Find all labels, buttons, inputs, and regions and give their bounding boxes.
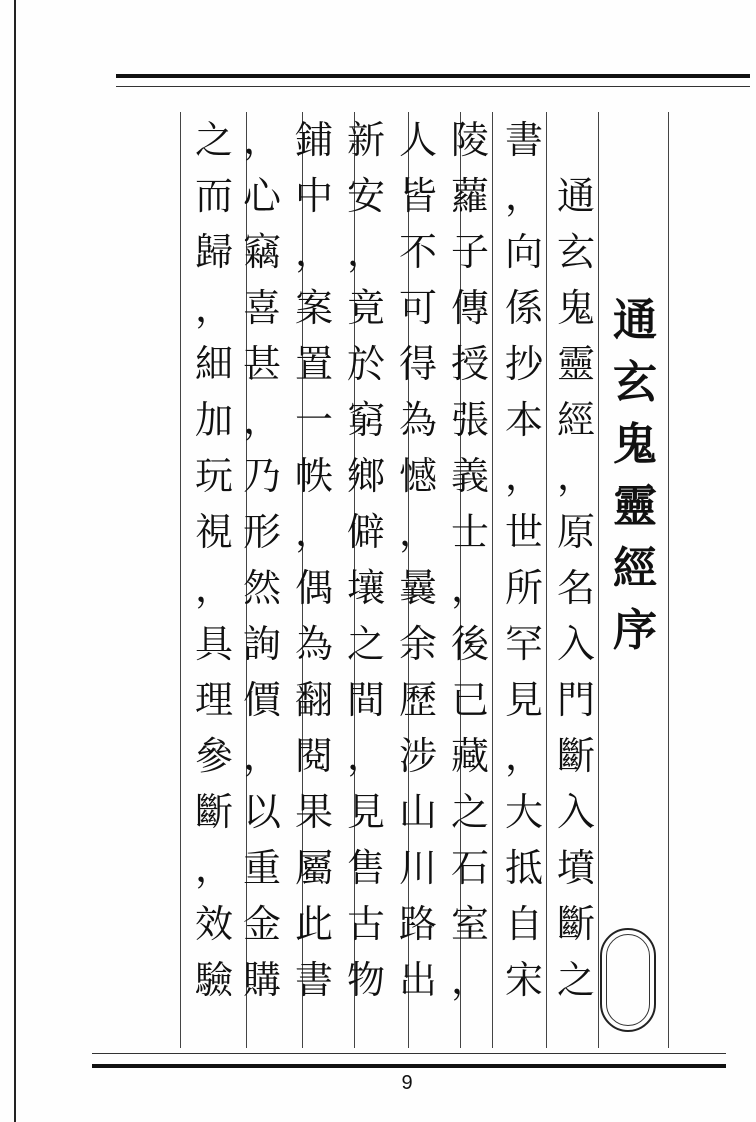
text-character: 翻 (294, 678, 333, 722)
text-character: 一 (294, 398, 333, 442)
text-character: 經 (556, 398, 595, 442)
text-character: 可 (398, 286, 437, 330)
text-character: 曩 (398, 566, 437, 610)
text-character: ， (504, 454, 543, 498)
page-number: 9 (401, 1072, 413, 1094)
page-left-edge (14, 0, 16, 1122)
column-divider (180, 112, 181, 1048)
text-character: 川 (398, 846, 437, 890)
text-character: 抵 (504, 846, 543, 890)
text-character: 玄 (556, 230, 595, 274)
text-column (498, 112, 550, 1008)
text-character: 重 (242, 846, 281, 890)
text-character: 於 (346, 342, 385, 386)
text-character: 歷 (398, 678, 437, 722)
text-character: 安 (346, 174, 385, 218)
text-character: ， (242, 118, 281, 162)
text-character: 壤 (346, 566, 385, 610)
text-character: 涉 (398, 734, 437, 778)
text-character: 書 (294, 958, 333, 1002)
text-character: 然 (242, 566, 281, 610)
text-character: 鄉 (346, 454, 385, 498)
text-character: 物 (346, 958, 385, 1002)
text-character: 石 (450, 846, 489, 890)
text-character: 竟 (346, 286, 385, 330)
text-character: 之 (194, 118, 233, 162)
text-character: 帙 (294, 454, 333, 498)
text-character: 大 (504, 790, 543, 834)
text-character: 宋 (504, 958, 543, 1002)
text-character: 世 (504, 510, 543, 554)
text-character: 門 (556, 678, 595, 722)
text-character: 入 (556, 622, 595, 666)
text-character: 入 (556, 790, 595, 834)
text-character: 士 (450, 510, 489, 554)
text-character: 果 (294, 790, 333, 834)
text-character: 見 (504, 678, 543, 722)
text-character: 本 (504, 398, 543, 442)
bottom-border-rule (92, 1064, 726, 1068)
text-character: 視 (194, 510, 233, 554)
text-character: 斷 (556, 902, 595, 946)
text-character: 已 (450, 678, 489, 722)
text-character: 效 (194, 902, 233, 946)
text-character: ， (504, 174, 543, 218)
text-character: 細 (194, 342, 233, 386)
text-character: 之 (346, 622, 385, 666)
text-character: ， (194, 846, 233, 890)
text-character: 間 (346, 678, 385, 722)
text-character: 為 (294, 622, 333, 666)
text-character: 形 (242, 510, 281, 554)
text-character: 閱 (294, 734, 333, 778)
library-seal-stamp (600, 928, 656, 1032)
text-character: 喜 (242, 286, 281, 330)
text-character: 後 (450, 622, 489, 666)
text-column (288, 112, 340, 1008)
text-character: ， (450, 566, 489, 610)
text-character: 屬 (294, 846, 333, 890)
text-character: 參 (194, 734, 233, 778)
text-character: ， (398, 510, 437, 554)
text-character: 通 (556, 174, 595, 218)
text-character: 得 (398, 342, 437, 386)
text-character: 之 (556, 958, 595, 1002)
text-character: 窮 (346, 398, 385, 442)
text-character: ， (194, 566, 233, 610)
text-character: 書 (504, 118, 543, 162)
text-character: 路 (398, 902, 437, 946)
text-character: 皆 (398, 174, 437, 218)
title-character: 靈 (613, 481, 657, 532)
text-character: 義 (450, 454, 489, 498)
text-character: 向 (504, 230, 543, 274)
text-character: 鋪 (294, 118, 333, 162)
text-character: ， (346, 230, 385, 274)
text-character: 靈 (556, 342, 595, 386)
text-character: 名 (556, 566, 595, 610)
text-character: 陵 (450, 118, 489, 162)
top-border-rule (116, 74, 750, 78)
text-character: 為 (398, 398, 437, 442)
text-character: 山 (398, 790, 437, 834)
text-character: 甚 (242, 342, 281, 386)
title-character: 經 (613, 543, 657, 594)
text-character: ， (294, 230, 333, 274)
text-character: 心 (242, 174, 281, 218)
text-character: 余 (398, 622, 437, 666)
text-character: 不 (398, 230, 437, 274)
title-character: 鬼 (613, 419, 657, 470)
text-character: 此 (294, 902, 333, 946)
text-character: 子 (450, 230, 489, 274)
text-character: 加 (194, 398, 233, 442)
text-character: 金 (242, 902, 281, 946)
text-character: 授 (450, 342, 489, 386)
text-character: 係 (504, 286, 543, 330)
text-column (392, 112, 444, 1008)
text-character: 所 (504, 566, 543, 610)
text-character: 詢 (242, 622, 281, 666)
text-column (444, 112, 496, 1008)
text-character: 具 (194, 622, 233, 666)
text-character: 見 (346, 790, 385, 834)
text-character: 斷 (194, 790, 233, 834)
text-character: 鬼 (556, 286, 595, 330)
text-character: 驗 (194, 958, 233, 1002)
title-character: 通 (613, 295, 657, 346)
text-character: 人 (398, 118, 437, 162)
text-character: 斷 (556, 734, 595, 778)
text-character: 以 (242, 790, 281, 834)
text-character: 案 (294, 286, 333, 330)
text-character: ， (556, 454, 595, 498)
top-border-rule-thin (116, 86, 750, 87)
text-column (340, 112, 392, 1008)
text-character: 藏 (450, 734, 489, 778)
text-character: 古 (346, 902, 385, 946)
text-character: ， (242, 734, 281, 778)
text-character: 購 (242, 958, 281, 1002)
text-character: 偶 (294, 566, 333, 610)
text-character: 僻 (346, 510, 385, 554)
text-character: 憾 (398, 454, 437, 498)
text-character: 傳 (450, 286, 489, 330)
column-divider (668, 112, 669, 1048)
text-character: 歸 (194, 230, 233, 274)
text-character: 理 (194, 678, 233, 722)
text-column (236, 112, 288, 1008)
text-character: ， (346, 734, 385, 778)
text-character: 置 (294, 342, 333, 386)
text-character: 原 (556, 510, 595, 554)
section-title (608, 290, 662, 662)
text-character: 價 (242, 678, 281, 722)
text-character: 新 (346, 118, 385, 162)
text-character: 墳 (556, 846, 595, 890)
text-character: ， (194, 286, 233, 330)
text-column (550, 168, 602, 1008)
text-character: ， (294, 510, 333, 554)
text-character: 張 (450, 398, 489, 442)
text-character: 出 (398, 958, 437, 1002)
text-character: ， (504, 734, 543, 778)
text-character: 乃 (242, 454, 281, 498)
text-character: ， (242, 398, 281, 442)
bottom-border-rule-thin (92, 1053, 726, 1054)
text-character: 而 (194, 174, 233, 218)
text-character: ， (450, 958, 489, 1002)
text-character: 罕 (504, 622, 543, 666)
title-character: 玄 (613, 357, 657, 408)
text-character: 之 (450, 790, 489, 834)
text-character: 竊 (242, 230, 281, 274)
text-character: 中 (294, 174, 333, 218)
text-character: 抄 (504, 342, 543, 386)
text-character: 自 (504, 902, 543, 946)
title-character: 序 (613, 605, 657, 656)
text-character: 室 (450, 902, 489, 946)
text-character: 玩 (194, 454, 233, 498)
text-column (188, 112, 240, 1008)
text-character: 蘿 (450, 174, 489, 218)
text-character: 售 (346, 846, 385, 890)
